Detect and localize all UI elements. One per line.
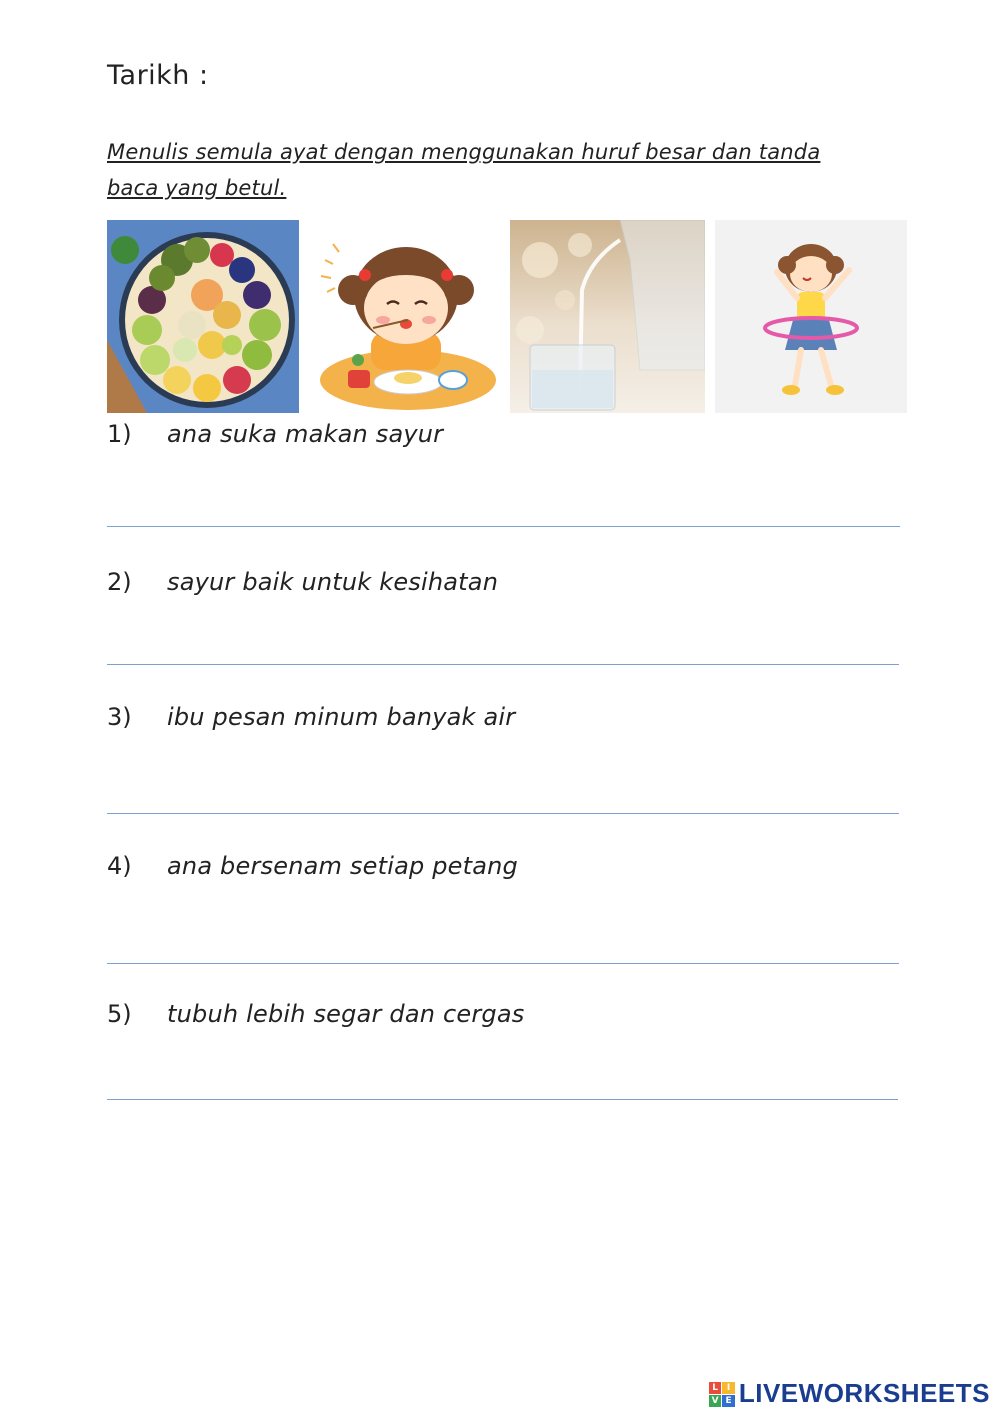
girl-hula-hoop-image [715,220,907,413]
question-3-number: 3) [107,703,132,731]
liveworksheets-brand [709,1378,990,1409]
instruction-heading: Menulis semula ayat dengan menggunakan huruf besar dan tanda baca yang betul. [107,140,821,200]
question-3-text: ibu pesan minum banyak air [167,703,516,731]
question-5-number: 5) [107,1000,132,1028]
question-2-text: sayur baik untuk kesihatan [167,568,499,596]
answer-line-1[interactable] [107,526,900,527]
answer-line-2[interactable] [107,664,899,665]
question-1-text: ana suka makan sayur [167,420,444,448]
question-4-text: ana bersenam setiap petang [167,852,518,880]
water-glass-image [510,220,705,413]
question-5-text: tubuh lebih segar dan cergas [167,1000,525,1028]
liveworksheets-logo-icon: L I V E [709,1382,735,1406]
date-label: Tarikh : [107,60,209,91]
answer-line-3[interactable] [107,813,899,814]
question-2-number: 2) [107,568,132,596]
question-4-number: 4) [107,852,132,880]
brand-name: LIVEWORKSHEETS [738,1378,990,1408]
fruit-bowl-image [107,220,299,413]
answer-line-4[interactable] [107,963,899,964]
answer-line-5[interactable] [107,1099,898,1100]
girl-eating-image [313,220,499,413]
question-1-number: 1) [107,420,132,448]
